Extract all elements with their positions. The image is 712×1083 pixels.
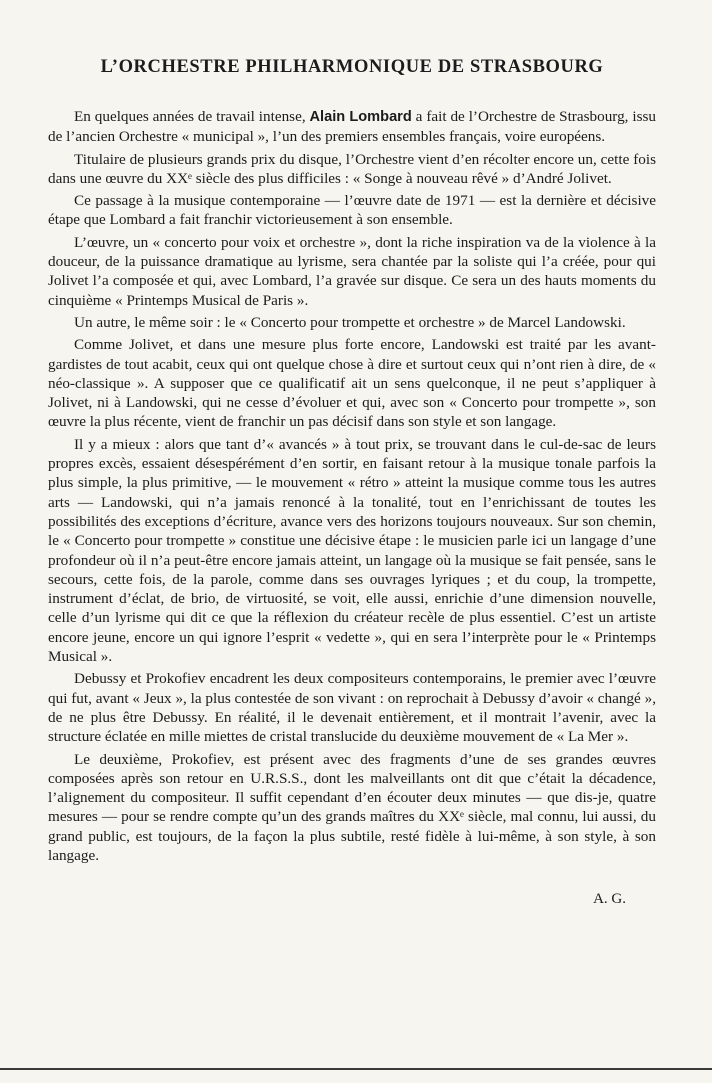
paragraph-7: Il y a mieux : alors que tant d’« avancés » à tout prix, se trouvant dans le cul-de-sac de leurs propres excès, essaient désespérément d’en sortir, en faisant retour à la musique tonale parfois la plus simple, la plus primitive, — le mouvement « rétro » atteint la musique comme tous les autres arts — Landowski, qui n’a jamais renoncé à la tonalité, tout en l’enrichissant de toutes les possibilités des exceptions d’écriture, avance vers des horizons toujours nouveaux. Sur son chemin, le « Concerto pour trompette » constitue une décisive étape : le musicien parle ici un langage d’une profondeur où il n’a peut-être encore jamais atteint, un langage où la musique se fait pensée, sans le secours, cette fois, de la parole, comme dans ses ouvrages lyriques ; et du coup, la trompette, instrument d’éclat, de brio, de virtuosité, se voit, elle aussi, enrichie d’une dimension nouvelle, celle d’un lyrisme qui dit ce que la réflexion du créateur recèle de plus essentiel. C’est un artiste encore jeune, encore un qui ignore l’esprit « vedette », qui en sera l’interprète pour le « Printemps Musical ». xyxy=(48,435,656,666)
paragraph-2: Titulaire de plusieurs grands prix du disque, l’Orchestre vient d’en récolter encore un, cette fois dans une œuvre du XXᵉ siècle des plus difficiles : « Songe à nouveau rêvé » d’André Jolivet. xyxy=(48,150,656,187)
article-body xyxy=(48,107,656,865)
paragraph-9: Le deuxième, Prokofiev, est présent avec des fragments d’une de ses grandes œuvres composées après son retour en U.R.S.S., dont les malveillants ont dit que c’était la décadence, l’alignement du compositeur. Il suffit cependant d’en écouter deux minutes — que dis-je, quatre mesures — pour se rendre compte qu’un des grands maîtres du XXᵉ siècle, mal connu, lui aussi, du grand public, est toujours, de la façon la plus subtile, resté fidèle à lui-même, à son style, à son langage. xyxy=(48,750,656,864)
paragraph-4: L’œuvre, un « concerto pour voix et orchestre », dont la riche inspiration va de la violence à la douceur, de la puissance dramatique au lyrisme, sera chantée par la soliste qui l’a créée, pour qui Jolivet l’a composée et qui, avec Lombard, l’a gravée sur disque. Ce sera un des hauts moments du cinquième « Printemps Musical de Paris ». xyxy=(48,233,656,309)
paragraph-6: Comme Jolivet, et dans une mesure plus forte encore, Landowski est traité par les avant-gardistes de tout acabit, ceux qui ont quelque chose à dire et surtout ceux qui n’ont rien à dire, de « néo-classique ». A supposer que ce qualificatif ait un sens quelconque, il ne peut s’appliquer à Jolivet, ni à Landowski, qui ne cesse d’évoluer et qui, avec son « Concerto pour trompette », son œuvre la plus récente, vient de franchir un pas décisif dans son style et son langage. xyxy=(48,336,656,431)
document-title: L’ORCHESTRE PHILHARMONIQUE DE STRASBOURG xyxy=(100,57,604,77)
paragraph-1-rest: a fait de l’Orchestre de Strasbourg, issu de l’ancien Orchestre « municipal », l’un des premiers ensembles français, voire européens. xyxy=(48,108,656,146)
author-signature: A. G. xyxy=(593,891,626,908)
paragraph-1-intro: En quelques années de travail intense, xyxy=(74,108,310,125)
paragraph-1 xyxy=(48,107,656,147)
paragraph-8: Debussy et Prokofiev encadrent les deux compositeurs contemporains, le premier avec l’œuvre qui fut, avant « Jeux », la plus contestée de son vivant : on reprochait à Debussy d’avoir « changé », de ne plus être Debussy. En réalité, il le devenait entièrement, et il montrait l’avenir, avec la structure éclatée en mille miettes de cristal translucide du deuxième mouvement de « La Mer ». xyxy=(48,670,656,746)
page-fold-line xyxy=(0,1068,712,1070)
paragraph-3: Ce passage à la musique contemporaine — l’œuvre date de 1971 — est la dernière et décisive étape que Lombard a fait franchir victorieusement à son ensemble. xyxy=(48,192,656,229)
conductor-name: Alain Lombard xyxy=(309,109,412,125)
paragraph-5: Un autre, le même soir : le « Concerto pour trompette et orchestre » de Marcel Landowski. xyxy=(74,313,626,331)
